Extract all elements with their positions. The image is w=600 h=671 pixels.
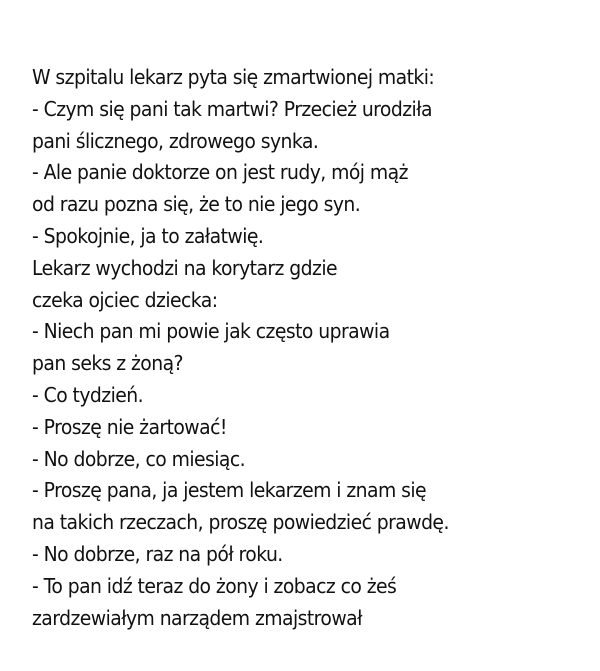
joke-line: zardzewiałym narządem zmajstrował <box>32 605 362 630</box>
joke-line: - Co tydzień. <box>32 382 144 407</box>
joke-line: - Czym się pani tak martwi? Przecież urodziła <box>32 96 432 121</box>
joke-line: - Proszę pana, ja jestem lekarzem i znam się <box>32 478 427 503</box>
joke-line: - No dobrze, raz na pół roku. <box>32 541 283 566</box>
joke-line: - To pan idź teraz do żony i zobacz co żeś <box>32 573 397 598</box>
joke-line: - Niech pan mi powie jak często uprawia <box>32 319 390 344</box>
joke-line: czeka ojciec dziecka: <box>32 287 218 312</box>
joke-line: - Proszę nie żartować! <box>32 414 227 439</box>
joke-line: Lekarz wychodzi na korytarz gdzie <box>32 255 337 280</box>
joke-line: na takich rzeczach, proszę powiedzieć prawdę. <box>32 510 449 535</box>
joke-text <box>32 62 558 634</box>
joke-line: W szpitalu lekarz pyta się zmartwionej matki: <box>32 65 435 89</box>
joke-line: od razu pozna się, że to nie jego syn. <box>32 192 361 217</box>
joke-line: - Ale panie doktorze on jest rudy, mój mąż <box>32 160 408 185</box>
joke-line: pan seks z żoną? <box>32 351 183 376</box>
joke-line: - Spokojnie, ja to załatwię. <box>32 223 264 248</box>
joke-line: - No dobrze, co miesiąc. <box>32 446 246 471</box>
joke-line: pani ślicznego, zdrowego synka. <box>32 128 319 153</box>
